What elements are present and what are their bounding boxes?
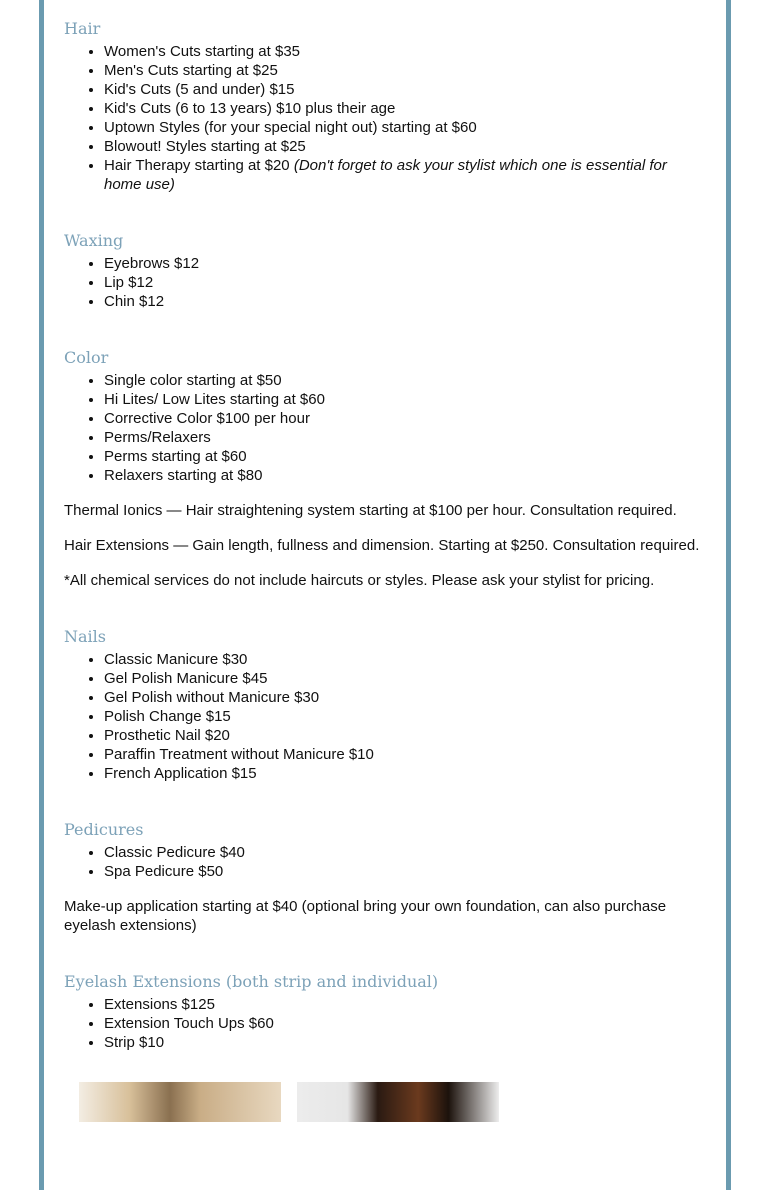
list-item: • Chin $12 [104, 292, 704, 311]
section-heading-hair: Hair [64, 19, 101, 38]
price-list-eyelash [64, 995, 704, 1052]
list-item: • Polish Change $15 [104, 707, 704, 726]
list-item: • Corrective Color $100 per hour [104, 409, 704, 428]
list-item: • Gel Polish Manicure $45 [104, 669, 704, 688]
list-item: • Blowout! Styles starting at $25 [104, 137, 704, 156]
section-heading-eyelash: Eyelash Extensions (both strip and individual) [64, 972, 439, 991]
list-item: • Uptown Styles (for your special night out) starting at $60 [104, 118, 704, 137]
list-item: • Single color starting at $50 [104, 371, 704, 390]
list-item: • Men's Cuts starting at $25 [104, 61, 704, 80]
list-item: • Kid's Cuts (5 and under) $15 [104, 80, 704, 99]
price-list-color [64, 371, 704, 485]
list-item: • Perms/Relaxers [104, 428, 704, 447]
section-heading-nails: Nails [64, 627, 106, 646]
price-list-waxing [64, 254, 704, 311]
hair-photo-brunette [297, 1082, 499, 1122]
section-heading-pedicures: Pedicures [64, 820, 144, 839]
list-item: • Eyebrows $12 [104, 254, 704, 273]
list-item: • Prosthetic Nail $20 [104, 726, 704, 745]
list-item: • Lip $12 [104, 273, 704, 292]
item-text: Hair Therapy starting at $20 [104, 156, 294, 174]
list-item: • Classic Pedicure $40 [104, 843, 704, 862]
photo-gallery [64, 1082, 704, 1122]
item-note: (Don't forget to ask your stylist which one is essential for home use) [104, 156, 667, 193]
section-heading-color: Color [64, 348, 109, 367]
price-list-nails [64, 650, 704, 783]
list-item: • Relaxers starting at $80 [104, 466, 704, 485]
list-item: • Spa Pedicure $50 [104, 862, 704, 881]
list-item: • Women's Cuts starting at $35 [104, 42, 704, 61]
list-item: • Extensions $125 [104, 995, 704, 1014]
list-item [104, 156, 704, 194]
list-item: • Extension Touch Ups $60 [104, 1014, 704, 1033]
list-item: • Paraffin Treatment without Manicure $10 [104, 745, 704, 764]
hair-photo-blonde [79, 1082, 281, 1122]
services-menu [64, 18, 704, 1122]
price-list-pedicures [64, 843, 704, 881]
list-item: • French Application $15 [104, 764, 704, 783]
section-heading-waxing: Waxing [64, 231, 124, 250]
list-item: • Strip $10 [104, 1033, 704, 1052]
list-item: • Gel Polish without Manicure $30 [104, 688, 704, 707]
list-item: • Hi Lites/ Low Lites starting at $60 [104, 390, 704, 409]
list-item: • Perms starting at $60 [104, 447, 704, 466]
info-paragraph: Thermal Ionics — Hair straightening system starting at $100 per hour. Consultation required. [64, 501, 677, 519]
list-item: • Kid's Cuts (6 to 13 years) $10 plus their age [104, 99, 704, 118]
list-item: • Classic Manicure $30 [104, 650, 704, 669]
info-paragraph: Hair Extensions — Gain length, fullness and dimension. Starting at $250. Consultation required. [64, 536, 700, 554]
price-list-hair [64, 42, 704, 194]
info-paragraph: Make-up application starting at $40 (optional bring your own foundation, can also purchase eyelash extensions) [64, 897, 667, 934]
info-paragraph: *All chemical services do not include haircuts or styles. Please ask your stylist for pricing. [64, 571, 655, 589]
